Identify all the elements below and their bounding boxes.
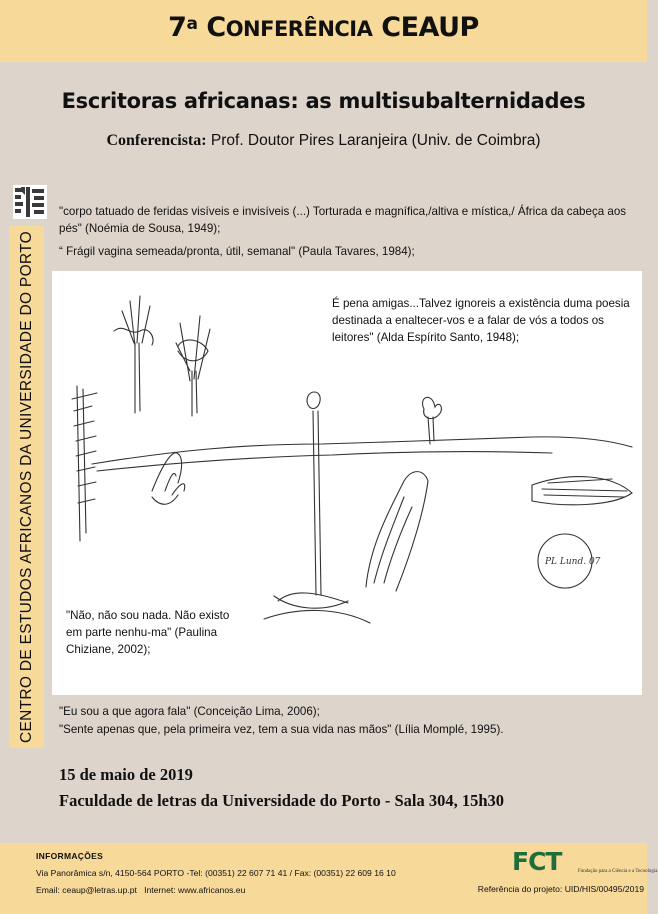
quote-lilia-momple: "Sente apenas que, pela primeira vez, tem a sua vida nas mãos" (Lília Momplé, 1995). — [59, 723, 504, 736]
quote-conceicao-lima: "Eu sou a que agora fala" (Conceição Lima, 2006); — [59, 705, 320, 718]
conference-word-rest: ONFERÊNCIA — [225, 17, 373, 41]
contacts — [36, 885, 245, 895]
sidebar-label: CENTRO DE ESTUDOS AFRICANOS DA UNIVERSIDADE DO PORTO — [17, 231, 35, 743]
footer — [0, 843, 658, 914]
speaker-label: Conferencista: — [106, 132, 207, 149]
fct-tagline: Fundação para a Ciência e a Tecnologia — [578, 869, 658, 874]
conference-ordinal: 7 — [168, 12, 187, 43]
event-date: 15 de maio de 2019 — [59, 765, 193, 784]
ceaup-logo-icon — [13, 185, 47, 219]
info-title: INFORMAÇÕES — [36, 851, 104, 861]
quote-paulina-chiziane: "Não, não sou nada. Não existo em parte nenhu-ma" (Paulina Chiziane, 2002); — [66, 609, 230, 656]
fct-logo — [511, 847, 577, 876]
speaker-name: Prof. Doutor Pires Laranjeira (Univ. de Coimbra) — [210, 132, 541, 149]
website-link[interactable]: Internet: www.africanos.eu — [144, 885, 246, 895]
conference-ordinal-suffix: a — [186, 14, 198, 34]
fct-logo-text: FCT — [512, 847, 562, 876]
quote-paula-tavares: “ Frágil vagina semeada/pronta, útil, semanal" (Paula Tavares, 1984); — [59, 245, 415, 258]
quote-noemia-de-sousa: "corpo tatuado de feridas visíveis e invisíveis (...) Torturada e magnífica,/altiva e mística,/ África da cabeça aos pés" (Noémia de Sousa, 1949); — [59, 205, 627, 235]
email-link[interactable]: Email: ceaup@letras.up.pt — [36, 885, 137, 895]
speaker-line — [0, 132, 647, 150]
conference-title — [0, 12, 647, 43]
event-venue: Faculdade de letras da Universidade do Porto - Sala 304, 15h30 — [59, 791, 505, 810]
project-reference: Referência do projeto: UID/HIS/00495/2019 — [477, 884, 644, 894]
quote-alda-espirito-santo: É pena amigas...Talvez ignoreis a existência duma poesia destinada a enaltecer-vos e a falar de vós a todos os leitores" (Alda Espírito Santo, 1948); — [332, 297, 630, 344]
lecture-title: Escritoras africanas: as multisubalternidades — [61, 89, 586, 113]
signature: PL Lund. 07 — [545, 557, 601, 567]
address: Via Panorâmica s/n, 4150-564 PORTO -Tel: (00351) 22 607 71 41 / Fax: (00351) 22 609 16 10 — [36, 868, 396, 878]
conference-word-initial: C — [206, 12, 226, 43]
sidebar-text — [9, 226, 44, 748]
drawing-panel — [52, 271, 642, 695]
conference-org: CEAUP — [381, 12, 479, 43]
